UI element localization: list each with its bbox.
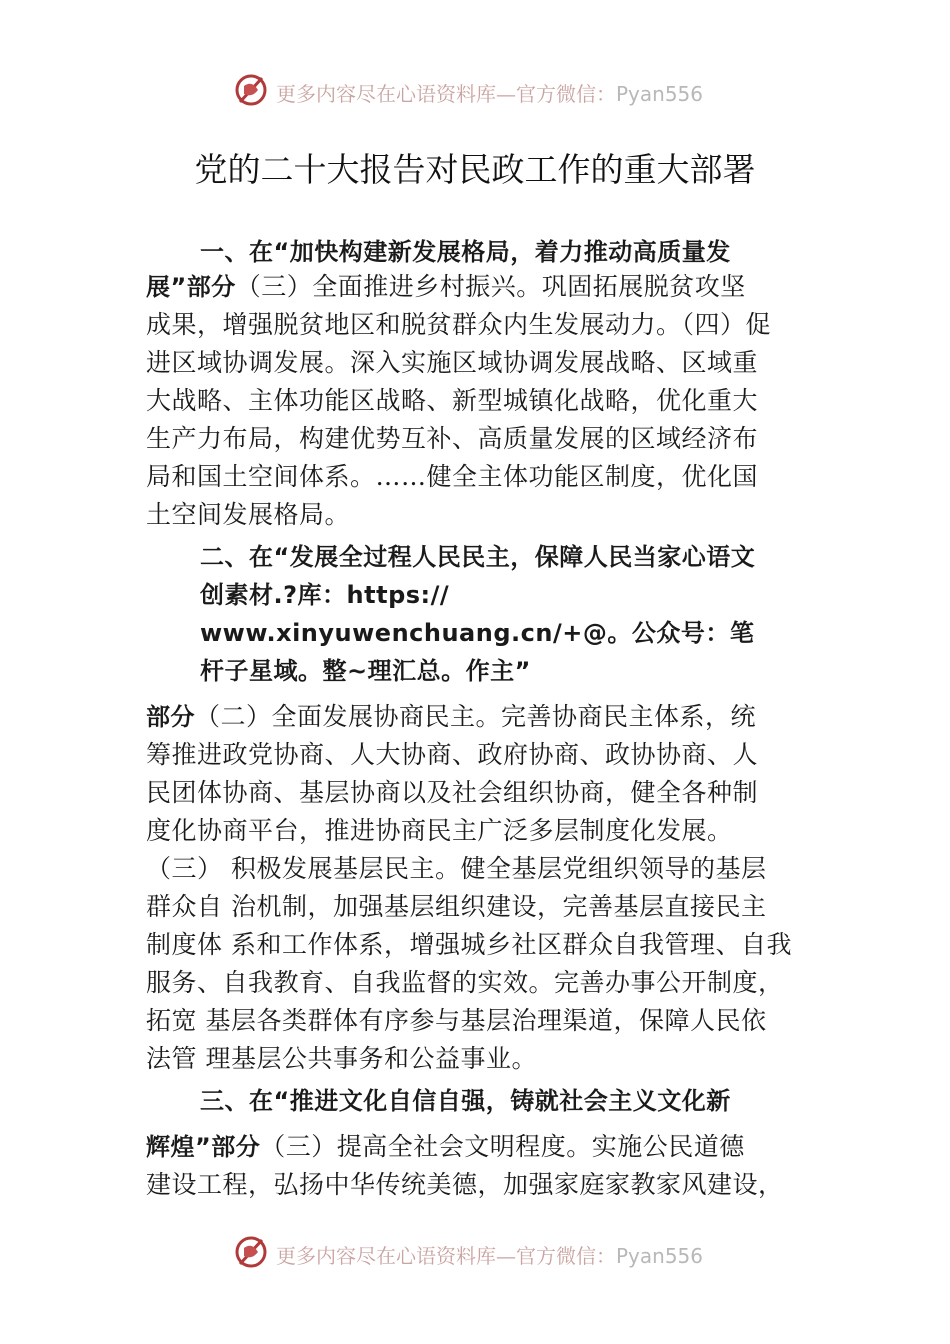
banner-account: Pyan556 <box>616 1244 704 1268</box>
section2-line: （三） 积极发展基层民主。健全基层党组织领导的基层 <box>146 854 767 883</box>
section2-line: 群众自 治机制，加强基层组织建设，完善基层直接民主 <box>146 892 767 921</box>
section1-line: 展”部分（三）全面推进乡村振兴。巩固拓展脱贫攻坚 <box>146 272 746 301</box>
section2-line: 制度体 系和工作体系，增强城乡社区群众自我管理、自我 <box>146 930 792 959</box>
section2-heading-line: www.xinyuwenchuang.cn/+@。公众号：笔 <box>200 619 755 647</box>
banner-text: 更多内容尽在心语资料库—官方微信：Pyan556 <box>276 82 704 106</box>
section2-line: 筹推进政党协商、人大协商、政府协商、政协协商、人 <box>146 740 759 769</box>
section1-heading-line1: 一、在“加快构建新发展格局，着力推动高质量发 <box>200 238 731 266</box>
section2-heading-line: 二、在“发展全过程人民民主，保障人民当家心语文 <box>200 543 756 571</box>
footer-watermark-banner <box>0 1232 950 1272</box>
section3-heading-line: 三、在“推进文化自信自强，铸就社会主义文化新 <box>200 1087 731 1115</box>
section1-line: 土空间发展格局。 <box>146 500 351 529</box>
section2-heading-line: 杆子星域。整~理汇总。作主” <box>200 657 531 685</box>
logo-icon <box>232 72 270 108</box>
document-body <box>146 236 836 1204</box>
section3-line: 辉煌”部分（三）提高全社会文明程度。实施公民道德 <box>146 1132 745 1161</box>
banner-account: Pyan556 <box>616 82 704 106</box>
page-title: 党的二十大报告对民政工作的重大部署 <box>194 150 756 189</box>
logo-icon <box>232 1234 270 1270</box>
header-watermark-banner <box>0 70 950 110</box>
section2-line: 度化协商平台，推进协商民主广泛多层制度化发展。 <box>146 816 733 845</box>
section2-line: 拓宽 基层各类群体有序参与基层治理渠道，保障人民依 <box>146 1006 767 1035</box>
section1-line: 成果，增强脱贫地区和脱贫群众内生发展动力。（四）促 <box>146 310 772 339</box>
section2-line: 法管 理基层公共事务和公益事业。 <box>146 1044 537 1073</box>
section1-line: 局和国土空间体系。……健全主体功能区制度，优化国 <box>146 462 759 491</box>
section2-line: 部分（二）全面发展协商民主。完善协商民主体系，统 <box>146 702 757 731</box>
section3-line: 建设工程，弘扬中华传统美德，加强家庭家教家风建设， <box>146 1170 784 1199</box>
section1-line: 进区域协调发展。深入实施区域协调发展战略、区域重 <box>146 348 759 377</box>
section2-line: 民团体协商、基层协商以及社会组织协商，健全各种制 <box>146 778 759 807</box>
banner-text: 更多内容尽在心语资料库—官方微信：Pyan556 <box>276 1244 704 1268</box>
section2-heading-line: 创素材.?库：https:// <box>200 581 450 609</box>
section1-line: 大战略、主体功能区战略、新型城镇化战略，优化重大 <box>146 386 759 415</box>
section2-line: 服务、自我教育、自我监督的实效。完善办事公开制度， <box>146 968 784 997</box>
section1-line: 生产力布局，构建优势互补、高质量发展的区域经济布 <box>146 424 759 453</box>
